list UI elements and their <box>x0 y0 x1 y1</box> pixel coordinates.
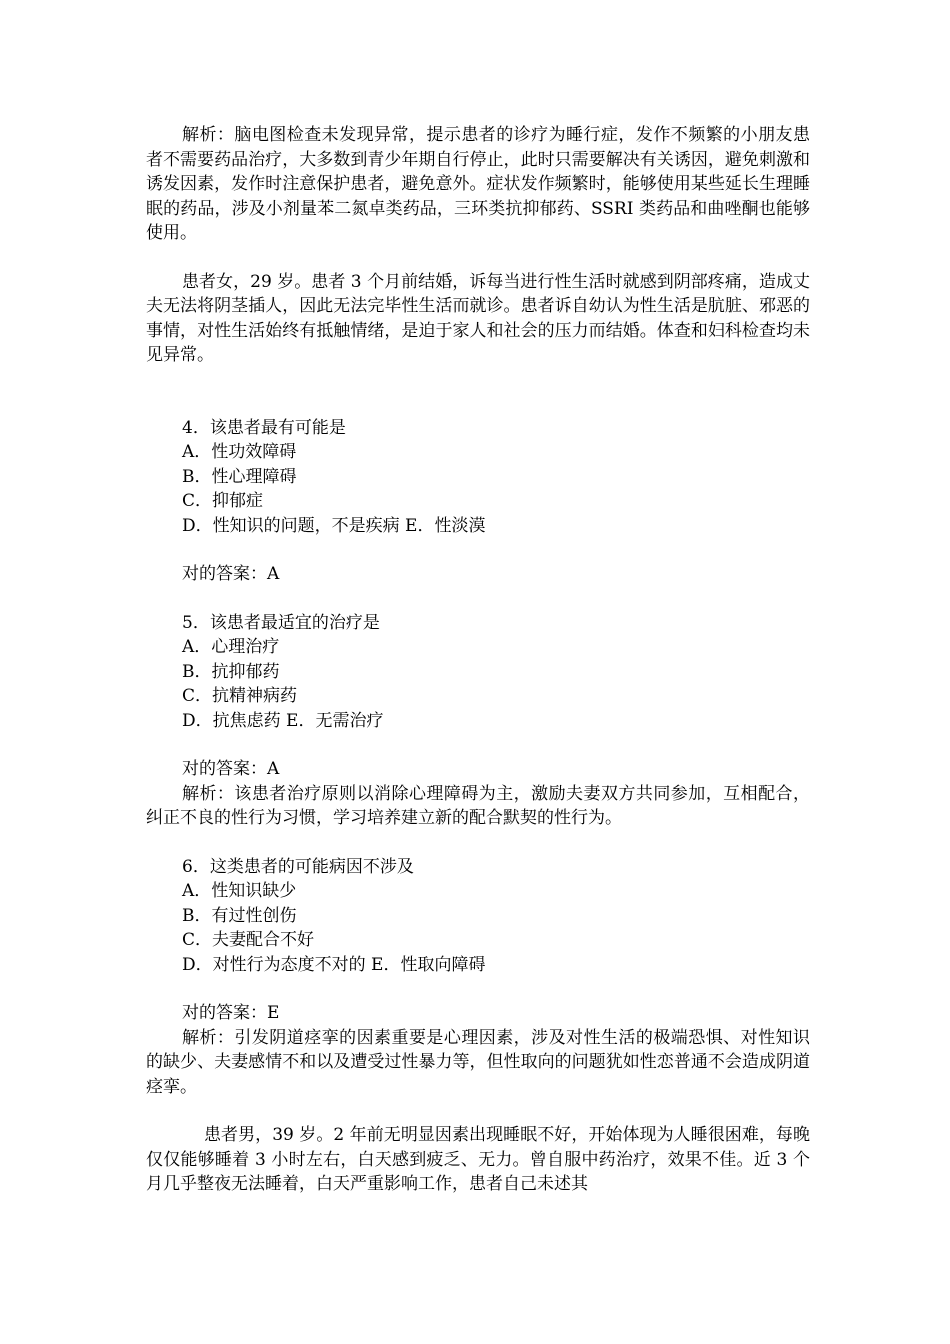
question-block <box>146 416 810 587</box>
correct-answer: 对的答案：E <box>182 1003 280 1023</box>
correct-answer: 对的答案：A <box>182 759 280 779</box>
question-stem: 5．该患者最适宜的治疗是 <box>182 612 380 633</box>
correct-answer: 对的答案：A <box>182 564 280 584</box>
option-c: C．抑郁症 <box>182 491 264 511</box>
option-c: C．夫妻配合不好 <box>182 930 315 950</box>
answer-analysis: 解析：该患者治疗原则以消除心理障碍为主，激励夫妻双方共同参加，互相配合，纠正不良的性行为习惯，学习培养建立新的配合默契的性行为。 <box>146 783 810 828</box>
case-description-female: 患者女，29 岁。患者 3 个月前结婚，诉每当进行性生活时就感到阴部疼痛，造成丈夫无法将阴茎插人，因此无法完毕性生活而就诊。患者诉自幼认为性生活是肮脏、邪恶的事情，对性生活始终有抵触情绪，是迫于家人和社会的压力而结婚。体查和妇科检查均未见异常。 <box>146 271 810 365</box>
answer-analysis: 解析：引发阴道痉挛的因素重要是心理因素，涉及对性生活的极端恐惧、对性知识的缺少、夫妻感情不和以及遭受过性暴力等，但性取向的问题犹如性恋普通不会造成阴道痉挛。 <box>146 1027 810 1097</box>
question-block <box>146 611 810 831</box>
analysis-paragraph: 解析：脑电图检查未发现异常，提示患者的诊疗为睡行症，发作不频繁的小朋友患者不需要药品治疗，大多数到青少年期自行停止，此时只需要解决有关诱因，避免刺激和诱发因素，发作时注意保护患者，避免意外。症状发作频繁时，能够使用某些延长生理睡眠的药品，涉及小剂量苯二氮卓类药品，三环类抗抑郁药、SSRI 类药品和曲唑酮也能够使用。 <box>146 125 810 243</box>
option-d-e: D．抗焦虑药 E．无需治疗 <box>182 710 384 731</box>
case-description-male: 患者男，39 岁。2 年前无明显因素出现睡眠不好，开始体现为人睡很困难，每晚仅仅能够睡着 3 小时左右，白天感到疲乏、无力。曾自服中药治疗，效果不佳。近 3 个月几乎整夜无法睡着，白天严重影响工作，患者自己未述其 <box>146 1125 810 1194</box>
question-stem: 4．该患者最有可能是 <box>182 417 346 438</box>
option-a: A．性知识缺少 <box>182 881 297 901</box>
option-c: C．抗精神病药 <box>182 686 298 706</box>
question-block <box>146 855 810 1100</box>
option-a: A．性功效障碍 <box>182 442 297 462</box>
option-b: B．有过性创伤 <box>182 905 297 926</box>
option-d-e: D．性知识的问题，不是疾病 E．性淡漠 <box>182 515 486 536</box>
question-stem: 6．这类患者的可能病因不涉及 <box>182 856 414 877</box>
option-a: A．心理治疗 <box>182 637 280 657</box>
document-page <box>146 123 810 1197</box>
option-b: B．性心理障碍 <box>182 466 297 487</box>
option-b: B．抗抑郁药 <box>182 661 280 682</box>
option-d-e: D．对性行为态度不对的 E．性取向障碍 <box>182 954 486 975</box>
